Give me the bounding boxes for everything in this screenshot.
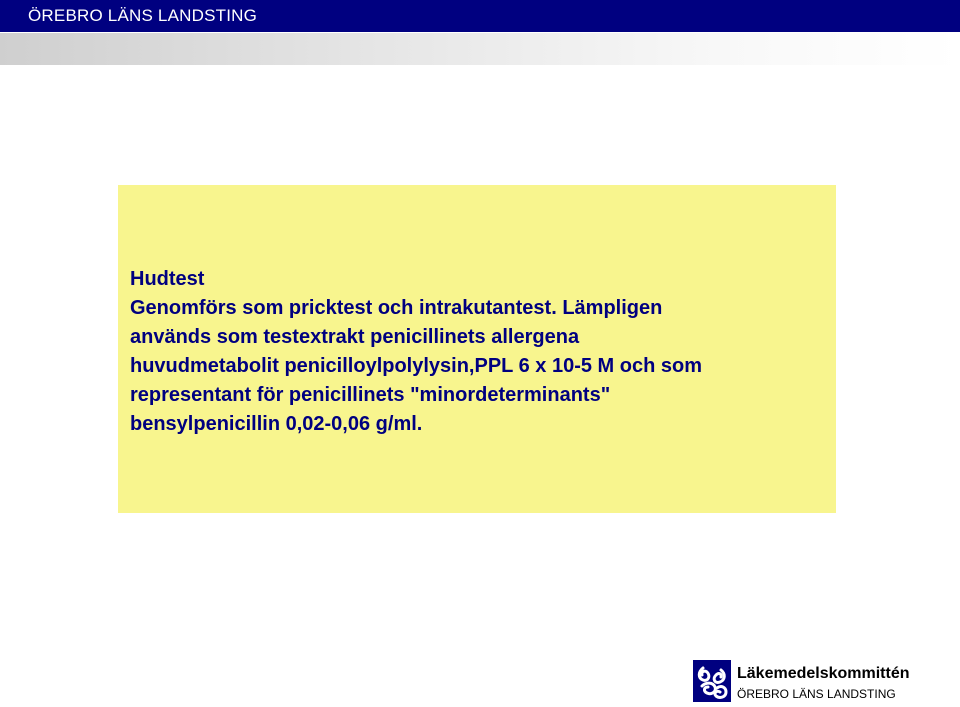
content-line: bensylpenicillin 0,02-0,06 g/ml. — [130, 413, 423, 435]
content-line: representant för penicillinets "minordeterminants" — [130, 384, 611, 406]
content-line: Genomförs som pricktest och intrakutantest. Lämpligen — [130, 297, 663, 319]
header-gradient-band — [0, 33, 960, 65]
footer — [693, 660, 955, 702]
header-bar — [0, 0, 960, 32]
content-text — [130, 265, 830, 439]
landsting-logo-icon — [693, 660, 731, 702]
content-heading: Hudtest — [130, 268, 205, 290]
content-box — [118, 185, 836, 513]
header-title: ÖREBRO LÄNS LANDSTING — [28, 6, 258, 25]
footer-subtitle: ÖREBRO LÄNS LANDSTING — [737, 687, 896, 701]
landsting-logo-graphic — [693, 660, 731, 702]
footer-title: Läkemedelskommittén — [737, 665, 910, 682]
content-line: används som testextrakt penicillinets allergena — [130, 326, 580, 348]
content-line: huvudmetabolit penicilloylpolylysin,PPL 6 x 10-5 M och som — [130, 355, 702, 377]
